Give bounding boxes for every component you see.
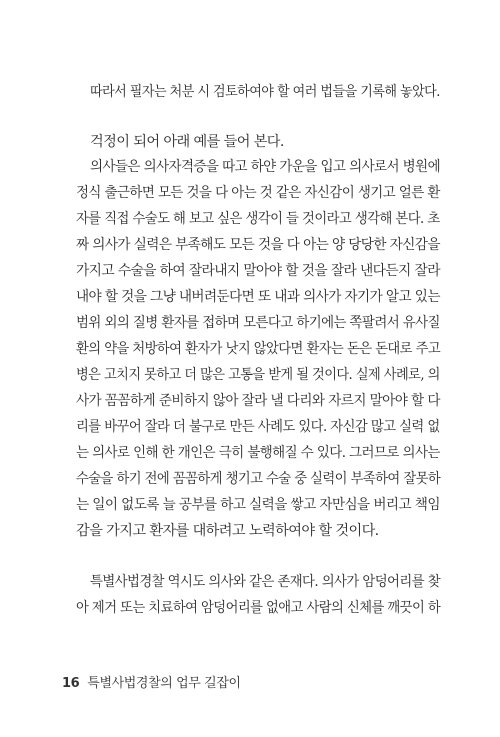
paragraph-line: 따라서 필자는 처분 시 검토하여야 할 여러 법들을 기록해 놓았다. — [90, 84, 440, 100]
paragraph-line: 는 일이 없도록 늘 공부를 하고 실력을 쌓고 자만심을 버리고 책임 — [76, 497, 440, 513]
running-title: 특별사법경찰의 업무 길잡이 — [87, 676, 241, 691]
paragraph-line: 아 제거 또는 치료하여 암덩어리를 없애고 사람의 신체를 깨끗이 하 — [76, 600, 441, 616]
paragraph-line: 의사들은 의사자격증을 따고 하얀 가운을 입고 의사로서 병원에 — [90, 159, 441, 175]
paragraph-line: 사가 꼼꼼하게 준비하지 않아 잘라 낼 다리와 자르지 말아야 할 다 — [76, 393, 440, 409]
paragraph-line: 정식 출근하면 모든 것을 다 아는 것 같은 자신감이 생기고 얼른 환 — [76, 185, 440, 201]
paragraph-line: 수술을 하기 전에 꼼꼼하게 챙기고 수술 중 실력이 부족하여 잘못하 — [76, 471, 441, 487]
paragraph-line: 특별사법경찰 역시도 의사와 같은 존재다. 의사가 암덩어리를 찾 — [90, 574, 441, 590]
paragraph-line: 리를 바꾸어 잘라 더 불구로 만든 사례도 있다. 자신감 많고 실력 없 — [76, 419, 440, 435]
paragraph-line: 는 의사로 인해 한 개인은 극히 불행해질 수 있다. 그러므로 의사는 — [76, 445, 440, 461]
paragraph-line: 가지고 수술을 하여 잘라내지 말아야 할 것을 잘라 낸다든지 잘라 — [76, 263, 440, 279]
paragraph-line: 자를 직접 수술도 해 보고 싶은 생각이 들 것이라고 생각해 본다. 초 — [76, 211, 440, 227]
paragraph-line: 범위 외의 질병 환자를 접하며 모른다고 하기에는 쪽팔려서 유사질 — [76, 315, 440, 331]
paragraph-line: 짜 의사가 실력은 부족해도 모든 것을 다 아는 양 당당한 자신감을 — [76, 237, 440, 253]
paragraph-line: 걱정이 되어 아래 예를 들어 본다. — [90, 134, 284, 150]
page-footer — [62, 672, 241, 691]
paragraph-line: 내야 할 것을 그냥 내버려둔다면 또 내과 의사가 자기가 알고 있는 — [76, 289, 440, 305]
paragraph-line: 병은 고치지 못하고 더 많은 고통을 받게 될 것이다. 실제 사례로, 의 — [76, 367, 440, 383]
page-number: 16 — [62, 676, 80, 691]
paragraph-line: 환의 약을 처방하여 환자가 낫지 않았다면 환자는 돈은 돈대로 주고 — [76, 341, 441, 357]
paragraph-line: 감을 가지고 환자를 대하려고 노력하여야 할 것이다. — [76, 523, 379, 539]
